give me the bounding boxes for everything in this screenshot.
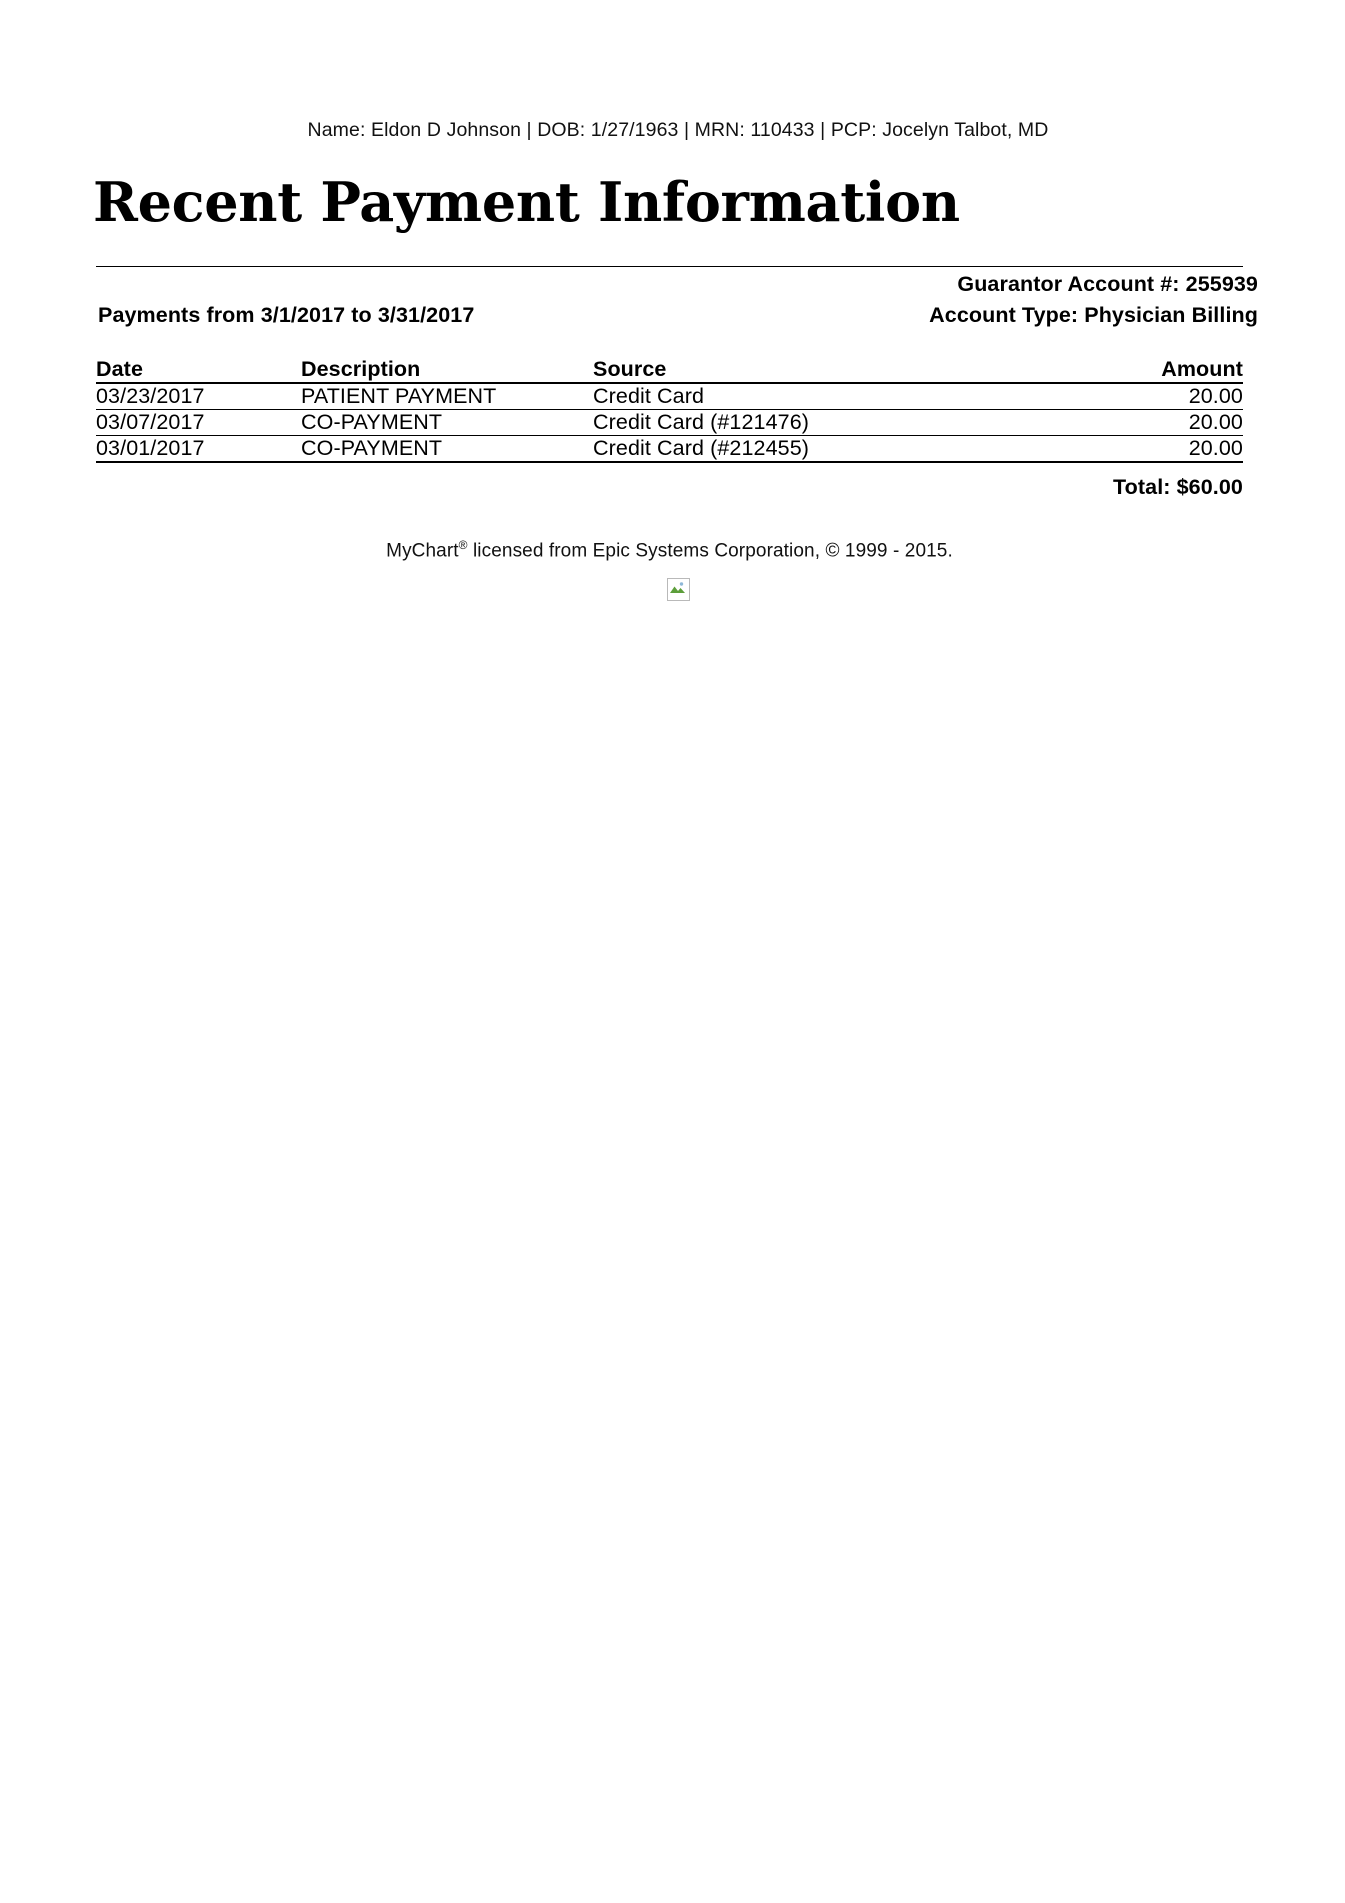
cell-amount: 20.00 bbox=[1188, 409, 1243, 434]
cell-description: CO-PAYMENT bbox=[301, 409, 443, 434]
cell-description: CO-PAYMENT bbox=[301, 435, 443, 460]
column-header-amount: Amount bbox=[1161, 356, 1243, 381]
page-title: Recent Payment Information bbox=[93, 170, 960, 235]
payments-total: Total: $60.00 bbox=[1113, 474, 1243, 499]
payments-table-head bbox=[96, 357, 1243, 383]
table-row bbox=[96, 383, 1243, 410]
cell-date: 03/01/2017 bbox=[96, 435, 205, 460]
registered-trademark-icon: ® bbox=[458, 537, 468, 552]
column-header-description: Description bbox=[301, 356, 421, 381]
cell-source: Credit Card (#212455) bbox=[593, 435, 810, 460]
payments-table bbox=[96, 357, 1243, 463]
cell-amount: 20.00 bbox=[1188, 435, 1243, 460]
column-header-date: Date bbox=[96, 356, 144, 381]
cell-date: 03/23/2017 bbox=[96, 383, 205, 408]
document-content bbox=[93, 0, 1258, 601]
table-row bbox=[96, 409, 1243, 435]
footer-product-name: MyChart bbox=[386, 539, 459, 561]
report-subheader bbox=[98, 267, 1258, 339]
cell-description: PATIENT PAYMENT bbox=[301, 383, 497, 408]
footer-license-text: licensed from Epic Systems Corporation, © 1999 - 2015. bbox=[467, 539, 953, 561]
cell-amount: 20.00 bbox=[1188, 383, 1243, 408]
column-header-source: Source bbox=[593, 356, 667, 381]
cell-source: Credit Card (#121476) bbox=[593, 409, 810, 434]
patient-banner: Name: Eldon D Johnson | DOB: 1/27/1963 | MRN: 110433 | PCP: Jocelyn Talbot, MD bbox=[307, 119, 1049, 141]
table-header-row bbox=[96, 357, 1243, 383]
account-type-label: Account Type: Physician Billing bbox=[929, 302, 1258, 327]
broken-image-icon bbox=[667, 578, 690, 601]
table-row bbox=[96, 435, 1243, 462]
account-info-block bbox=[929, 269, 1258, 331]
payments-period-label: Payments from 3/1/2017 to 3/31/2017 bbox=[98, 302, 475, 327]
payments-table-body bbox=[96, 383, 1243, 462]
cell-source: Credit Card bbox=[593, 383, 705, 408]
guarantor-account-label: Guarantor Account #: 255939 bbox=[957, 271, 1258, 296]
footer-text bbox=[96, 538, 1243, 562]
cell-date: 03/07/2017 bbox=[96, 409, 205, 434]
